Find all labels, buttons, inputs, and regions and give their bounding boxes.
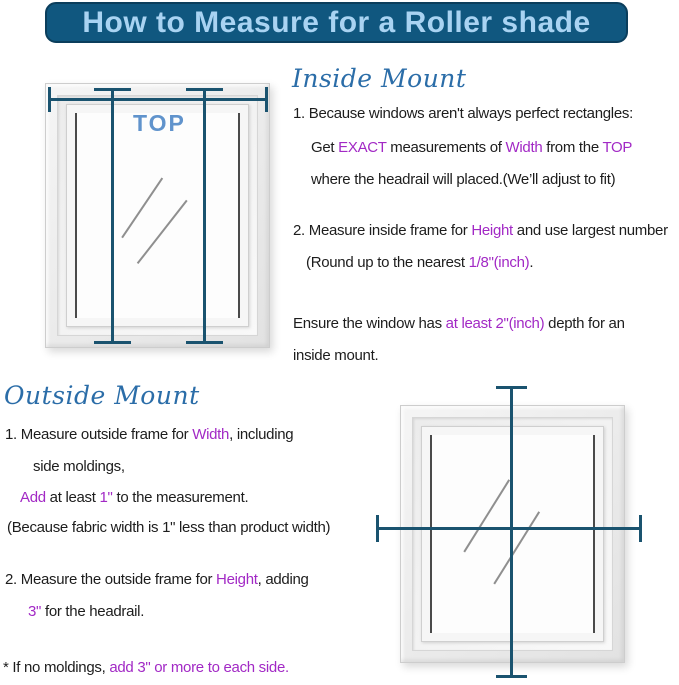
text-segment: where the headrail will placed.(We’ll adjust to fit) (311, 171, 616, 188)
inside-width-left-tick (48, 87, 51, 112)
text-segment: to the measurement. (112, 489, 249, 506)
window-glass (75, 113, 240, 318)
glass-reflection-line (121, 177, 163, 238)
text-segment: 1" (99, 489, 113, 506)
outside-width-measure-line (377, 527, 642, 530)
outside-moldings-note (3, 658, 289, 678)
text-segment: 1. Measure outside frame for (5, 426, 193, 443)
text-segment: for the headrail. (41, 603, 145, 620)
outside-height-measure-line (510, 387, 513, 678)
text-segment: Add (20, 489, 46, 506)
inside-height-left-top-cap (94, 88, 131, 91)
text-segment: Width (505, 139, 543, 156)
outside-step1-line4 (7, 518, 330, 538)
inside-step2-line2 (306, 253, 533, 273)
text-segment: TOP (602, 139, 633, 156)
text-segment: at least (45, 489, 100, 506)
title-banner (45, 2, 628, 43)
text-segment: side moldings, (33, 458, 125, 475)
inside-step1-line3 (311, 170, 615, 190)
text-segment: add 3" or more to each side. (109, 659, 289, 676)
text-segment: 2. Measure the outside frame for (5, 571, 217, 588)
text-segment: from the (542, 139, 603, 156)
outside-step2-line2 (28, 602, 144, 622)
text-segment: (Because fabric width is 1" less than product width) (7, 519, 331, 536)
inside-width-right-tick (265, 87, 268, 112)
outside-step1-line2 (33, 457, 125, 477)
outside-step1-line1 (5, 425, 293, 445)
glass-reflection-line (137, 200, 187, 264)
inside-height-right-top-cap (186, 88, 223, 91)
text-segment: at least 2"(inch) (445, 315, 545, 332)
inside-height-measure-line-left (111, 89, 114, 343)
page-title: How to Measure for a Roller shade (82, 5, 591, 39)
text-segment: Ensure the window has (293, 315, 446, 332)
top-label: TOP (133, 110, 186, 136)
outside-height-bottom-cap (496, 675, 527, 678)
text-segment: Get (311, 139, 339, 156)
inside-depth-note-line2 (293, 346, 378, 366)
outside-step1-line3 (20, 488, 248, 508)
glass-reflection-line (463, 479, 509, 552)
text-segment: EXACT (338, 139, 387, 156)
outside-height-top-cap (496, 386, 527, 389)
text-segment: measurements of (386, 139, 506, 156)
inside-step1-line2 (311, 138, 632, 158)
outside-width-left-cap (376, 515, 379, 542)
outside-mount-heading: Outside Mount (4, 381, 200, 410)
text-segment: 1/8"(inch) (468, 254, 530, 271)
text-segment: depth for an (544, 315, 625, 332)
text-segment: 1. Because windows aren't always perfect rectangles: (293, 105, 633, 122)
inside-height-right-bottom-cap (186, 341, 223, 344)
text-segment: . (529, 254, 534, 271)
text-segment: and use largest number (512, 222, 668, 239)
inside-width-measure-line (49, 98, 268, 101)
inside-step2-line1 (293, 221, 668, 241)
text-segment: , adding (257, 571, 309, 588)
text-segment: , including (229, 426, 294, 443)
outside-width-right-cap (639, 515, 642, 542)
inside-height-left-bottom-cap (94, 341, 131, 344)
text-segment: inside mount. (293, 347, 379, 364)
text-segment: 3" (28, 603, 42, 620)
inside-mount-heading: Inside Mount (292, 64, 467, 93)
glass-reflection-line (493, 511, 539, 584)
text-segment: Width (192, 426, 230, 443)
inside-step1-line1 (293, 104, 633, 124)
outside-step2-line1 (5, 570, 309, 590)
inside-height-measure-line-right (203, 89, 206, 343)
text-segment: (Round up to the nearest (306, 254, 469, 271)
text-segment: 2. Measure inside frame for (293, 222, 472, 239)
text-segment: Height (471, 222, 513, 239)
text-segment: Height (216, 571, 258, 588)
inside-depth-note-line1 (293, 314, 625, 334)
text-segment: * If no moldings, (3, 659, 110, 676)
